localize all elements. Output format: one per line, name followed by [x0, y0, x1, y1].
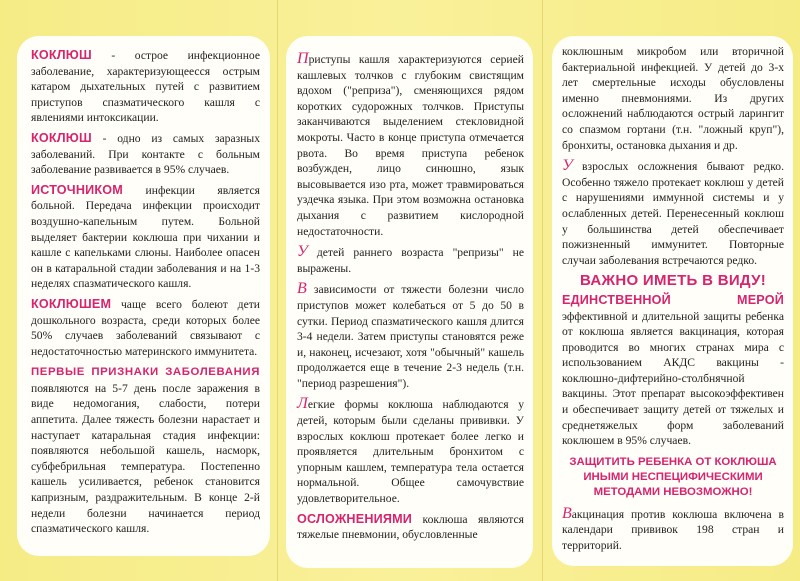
paragraph-calendar — [562, 506, 784, 554]
paragraph-text: зависимости от тяжести болезни число приступов может колебаться от 5 до 50 в сутки. Период спазматического кашля длится 3-4 недели. Затем приступы становятся реже и, наконец, исчезают, хотя "обычный" кашель продолжается еще в течение 2-3 недель (т.н. "период разрешения"). — [297, 283, 524, 390]
paragraph-source — [31, 183, 260, 292]
paragraph-text: егкие формы коклюша наблюдаются у детей, которым были сделаны прививки. У взрослых коклюш протекает более легко и проявляется длительным бронхитом с упорным кашлем, температура тела остается нормальной. Общее самочувствие удовлетворительное. — [297, 398, 524, 506]
paragraph-complications-cont — [562, 44, 784, 153]
paragraph-vaccination — [562, 293, 784, 449]
paragraph-complications — [297, 512, 524, 543]
paragraph-text: - одно из самых заразных заболеваний. При контакте с больным заболевание развивается в 95% случаев. — [31, 131, 260, 177]
panel-left — [17, 36, 270, 556]
paragraph-text: детей раннего возраста "репризы" не выражены. — [297, 246, 524, 275]
paragraph-definition — [31, 48, 260, 126]
paragraph-text: коклюша являются тяжелые пневмонии, обусловленные — [297, 512, 524, 542]
panel-right — [552, 36, 793, 566]
paragraph-text: риступы кашля характеризуются серией кашлевых толчков с глубоким свистящим вдохом ("реприза"), сменяющихся рядом коротких судорожных толчков. Приступы заканчиваются выделением стекловидной мокроты. Часто в конце приступа отмечается рвота. Во время приступа ребенок возбужден, лицо синюшно, язык высовывается изо рта, может травмироваться уздечка языка. При этом возможна остановка дыхания с развитием кислородной недостаточности. — [297, 53, 524, 238]
paragraph-text: инфекции является больной. Передача инфекции происходит воздушно-капельным путем. Больной выделяет бактерии коклюша при чихании и кашле с капельками слюны. Наиболее опасен он в катаральной стадии заболевания и на 1-3 неделях спазматического кашля. — [31, 183, 260, 291]
paragraph-infants — [297, 244, 524, 276]
keyword-only-measure: ЕДИНСТВЕННОЙ МЕРОЙ — [562, 292, 784, 307]
panel-middle — [286, 36, 533, 568]
fold-line — [542, 0, 543, 581]
paragraph-text: появляются на 5-7 день после заражения в виде недомогания, слабости, потери аппетита. Далее тяжесть болезни нарастает и наступает катаральная стадия инфекции: появляются небольшой кашель, насморк, субфебрильная температура. Постепенно кашель усиливается, ребенок становится капризным, раздражительным. В конце 2-й недели болезни начинается период спазматического кашля. — [31, 381, 260, 536]
keyword-source: ИСТОЧНИКОМ — [31, 182, 123, 197]
paragraph-attacks — [297, 51, 524, 239]
paragraph-mild-forms — [297, 396, 524, 506]
drop-letter: П — [297, 50, 309, 67]
paragraph-first-signs — [31, 364, 260, 537]
paragraph-contagious — [31, 131, 260, 178]
keyword-first-signs: ПЕРВЫЕ ПРИЗНАКИ ЗАБОЛЕВАНИЯ — [31, 366, 260, 379]
paragraph-age — [31, 297, 260, 359]
paragraph-text: чаще всего болеют дети дошкольного возраста, среди которых более 50% случаев заболеваний связывают с недостаточностью материнского иммунитета. — [31, 297, 260, 358]
drop-letter: У — [562, 157, 573, 175]
paragraph-text: эффективной и длительной защиты ребенка от коклюша является вакцинация, которая проводится во многих странах мира с использованием АКДС вакцины - коклюшно-дифтерийно-столбнячной вакцины. Этот препарат высокоэффективен и обеспечивает защиту детей от тяжелых и среднетяжелых форм заболеваний коклюшем в 95% случаев. — [562, 309, 784, 448]
paragraph-text: акцинация против коклюша включена в календари прививок 198 стран и территорий. — [562, 507, 784, 553]
fold-line — [277, 0, 278, 581]
drop-letter: У — [297, 243, 308, 261]
paragraph-text: - острое инфекционное заболевание, характеризующеесся острым катаром дыхательных путей с развитием приступов спазматического кашля с явлениями интоксикации. — [31, 49, 260, 125]
paragraph-text: коклюшным микробом или вторичной бактериальной инфекцией. У детей до 3-х лет смертельные исходы обусловлены именно пневмониями. Из других осложнений наблюдаются острый ларингит со спазмом гортани (т.н. "ложный круп"), бронхиты, остановка дыхания и др. — [562, 45, 784, 152]
keyword-koklyush: КОКЛЮШ — [31, 130, 92, 145]
warning-callout: ЗАЩИТИТЬ РЕБЕНКА ОТ КОКЛЮША ИНЫМИ НЕСПЕЦИФИЧЕСКИМИ МЕТОДАМИ НЕВОЗМОЖНО! — [569, 455, 777, 498]
drop-letter: Л — [297, 395, 308, 413]
drop-letter: В — [297, 280, 307, 298]
paragraph-text: взрослых осложнения бывают редко. Особенно тяжело протекает коклюш у детей с нарушениями иммунной системы и у ослабленных детей. Перенесенный коклюш у большинства детей обеспечивает пожизненный иммунитет. Повторные случаи заболевания встречаются редко. — [562, 160, 784, 267]
keyword-complications: ОСЛОЖНЕНИЯМИ — [297, 511, 413, 526]
keyword-koklyush: КОКЛЮШ — [31, 48, 92, 62]
paragraph-adults — [562, 158, 784, 268]
paragraph-severity — [297, 281, 524, 391]
drop-letter: В — [562, 504, 572, 522]
important-heading: ВАЖНО ИМЕТЬ В ВИДУ! — [579, 272, 767, 290]
keyword-koklyushem: КОКЛЮШЕМ — [31, 296, 112, 311]
